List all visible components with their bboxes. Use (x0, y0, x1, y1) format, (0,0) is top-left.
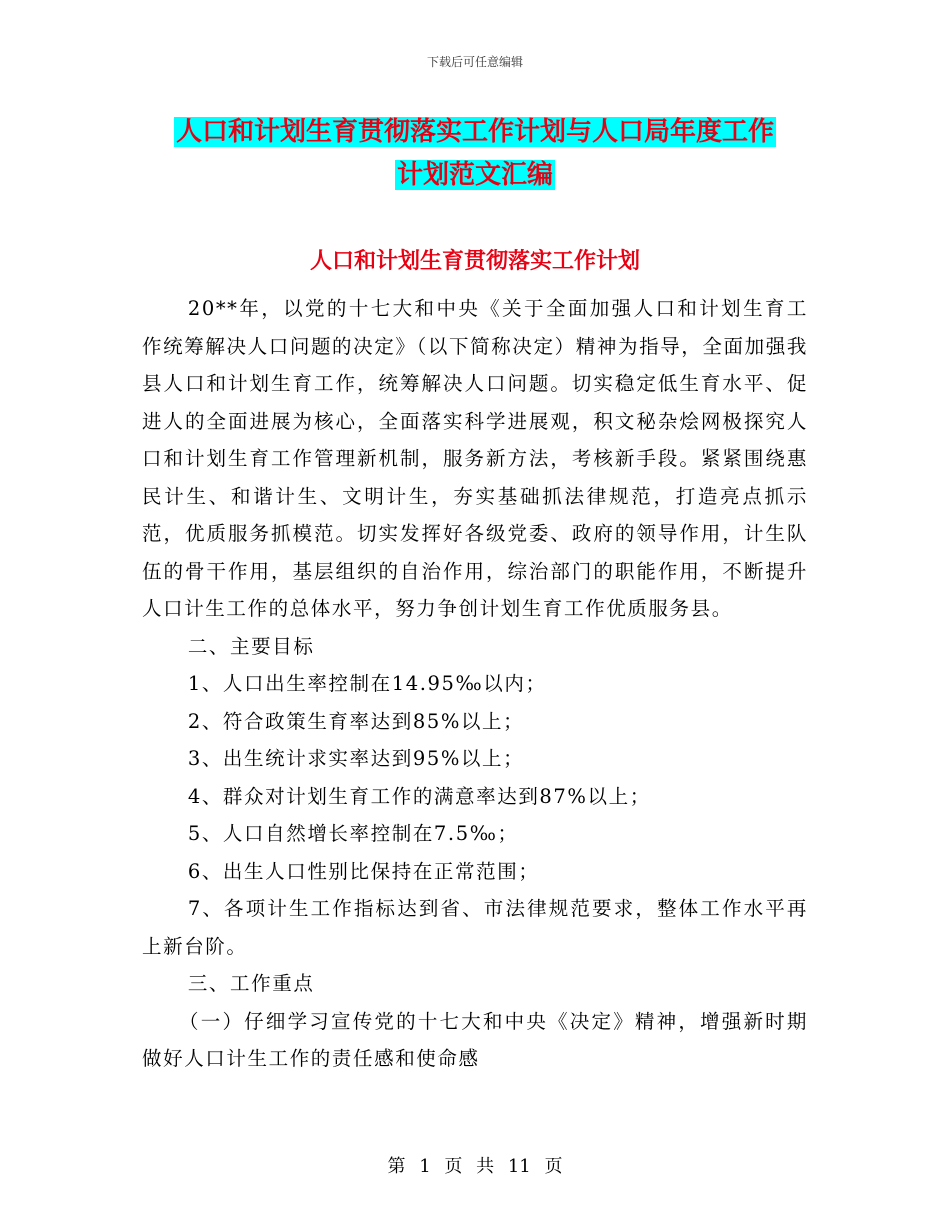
goal-item: 3、出生统计求实率达到95%以上； (187, 747, 525, 770)
heading-work-focus: 三、工作重点 (187, 972, 315, 995)
goal-item: 6、出生人口性别比保持在正常范围； (187, 859, 540, 883)
page-header-note: 下载后可任意编辑 (426, 55, 523, 69)
title-text-2: 计划范文汇编 (396, 160, 553, 190)
title-text-1: 人口和计划生育贯彻落实工作计划与人口局年度工作 (175, 117, 774, 147)
heading-main-goals: 二、主要目标 (187, 634, 315, 658)
page-footer: 第 1 页 共 11 页 (387, 1156, 563, 1177)
document-title-line-1 (0, 110, 950, 154)
goal-item: 1、人口出生率控制在14.95‰以内； (187, 672, 547, 695)
goal-item: 5、人口自然增长率控制在7.5‰； (187, 822, 519, 845)
goal-item: 2、符合政策生育率达到85%以上； (187, 709, 525, 733)
work-focus-item: （一）仔细学习宣传党的十七大和中央《决定》精神，增强新时期做好人口计生工作的责任感和使命感 (142, 1009, 808, 1070)
goal-item: 7、各项计生工作指标达到省、市法律规范要求，整体工作水平再上新台阶。 (142, 897, 808, 958)
document-title-line-2 (0, 153, 950, 197)
goal-item: 4、群众对计划生育工作的满意率达到87%以上； (187, 784, 651, 808)
document-body (142, 290, 808, 1078)
intro-paragraph: 20**年，以党的十七大和中央《关于全面加强人口和计划生育工作统筹解决人口问题的决定》（以下简称决定）精神为指导，全面加强我县人口和计划生育工作，统筹解决人口问题。切实稳定低生育水平、促进人的全面进展为核心，全面落实科学进展观，积文秘杂烩网极探究人口和计划生育工作管理新机制，服务新方法，考核新手段。紧紧围绕惠民计生、和谐计生、文明计生，夯实基础抓法律规范，打造亮点抓示范，优质服务抓模范。切实发挥好各级党委、政府的领导作用，计生队伍的骨干作用，基层组织的自治作用，综治部门的职能作用，不断提升人口计生工作的总体水平，努力争创计划生育工作优质服务县。 (142, 297, 808, 620)
section-title: 人口和计划生育贯彻落实工作计划 (309, 248, 640, 274)
